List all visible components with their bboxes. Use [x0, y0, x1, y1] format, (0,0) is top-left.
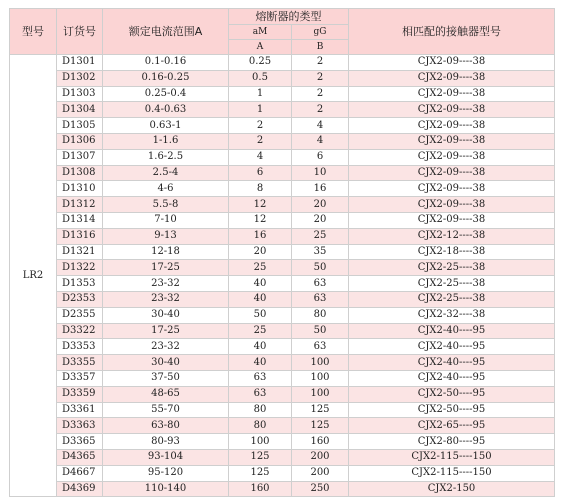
header-gg: gG: [292, 25, 349, 40]
current-range-cell: 30-40: [103, 307, 229, 323]
order-no-cell: D3363: [57, 418, 103, 434]
order-no-cell: D3365: [57, 434, 103, 450]
order-no-cell: D1314: [57, 212, 103, 228]
table-row: [10, 449, 555, 465]
current-range-cell: 23-32: [103, 291, 229, 307]
am-cell: 0.25: [229, 55, 292, 71]
am-cell: 80: [229, 418, 292, 434]
gg-cell: 63: [292, 291, 349, 307]
current-range-cell: 93-104: [103, 449, 229, 465]
am-cell: 2: [229, 133, 292, 149]
table-row: [10, 181, 555, 197]
contactor-cell: CJX2-09----38: [349, 70, 555, 86]
gg-cell: 125: [292, 402, 349, 418]
order-no-cell: D3357: [57, 370, 103, 386]
contactor-cell: CJX2-18----38: [349, 244, 555, 260]
am-cell: 6: [229, 165, 292, 181]
order-no-cell: D1302: [57, 70, 103, 86]
table-row: [10, 370, 555, 386]
contactor-cell: CJX2-40----95: [349, 370, 555, 386]
contactor-cell: CJX2-09----38: [349, 55, 555, 71]
header-a: A: [229, 40, 292, 55]
current-range-cell: 63-80: [103, 418, 229, 434]
current-range-cell: 23-32: [103, 276, 229, 292]
am-cell: 40: [229, 339, 292, 355]
table-row: [10, 418, 555, 434]
header-order-no: 订货号: [57, 9, 103, 55]
gg-cell: 2: [292, 55, 349, 71]
contactor-cell: CJX2-09----38: [349, 149, 555, 165]
contactor-cell: CJX2-50----95: [349, 386, 555, 402]
current-range-cell: 12-18: [103, 244, 229, 260]
table-row: [10, 323, 555, 339]
current-range-cell: 55-70: [103, 402, 229, 418]
current-range-cell: 2.5-4: [103, 165, 229, 181]
am-cell: 8: [229, 181, 292, 197]
order-no-cell: D3355: [57, 355, 103, 371]
current-range-cell: 48-65: [103, 386, 229, 402]
table-row: [10, 307, 555, 323]
current-range-cell: 4-6: [103, 181, 229, 197]
contactor-cell: CJX2-09----38: [349, 212, 555, 228]
am-cell: 125: [229, 449, 292, 465]
am-cell: 25: [229, 323, 292, 339]
model-cell: LR2: [10, 55, 57, 497]
current-range-cell: 95-120: [103, 465, 229, 481]
order-no-cell: D2355: [57, 307, 103, 323]
table-body: [10, 55, 555, 497]
current-range-cell: 0.4-0.63: [103, 102, 229, 118]
gg-cell: 250: [292, 481, 349, 497]
am-cell: 1: [229, 102, 292, 118]
am-cell: 63: [229, 386, 292, 402]
contactor-cell: CJX2-150: [349, 481, 555, 497]
contactor-cell: CJX2-12----38: [349, 228, 555, 244]
gg-cell: 63: [292, 339, 349, 355]
am-cell: 125: [229, 465, 292, 481]
order-no-cell: D1306: [57, 133, 103, 149]
table-row: [10, 402, 555, 418]
header-model: 型号: [10, 9, 57, 55]
table-row: [10, 228, 555, 244]
gg-cell: 25: [292, 228, 349, 244]
gg-cell: 16: [292, 181, 349, 197]
table-row: [10, 386, 555, 402]
current-range-cell: 9-13: [103, 228, 229, 244]
current-range-cell: 0.63-1: [103, 118, 229, 134]
contactor-cell: CJX2-09----38: [349, 118, 555, 134]
current-range-cell: 110-140: [103, 481, 229, 497]
order-no-cell: D3353: [57, 339, 103, 355]
order-no-cell: D4667: [57, 465, 103, 481]
order-no-cell: D1308: [57, 165, 103, 181]
specification-table: [9, 8, 555, 497]
table-row: [10, 86, 555, 102]
gg-cell: 100: [292, 386, 349, 402]
order-no-cell: D1316: [57, 228, 103, 244]
order-no-cell: D3322: [57, 323, 103, 339]
gg-cell: 4: [292, 118, 349, 134]
current-range-cell: 37-50: [103, 370, 229, 386]
order-no-cell: D1322: [57, 260, 103, 276]
order-no-cell: D1303: [57, 86, 103, 102]
table-row: [10, 165, 555, 181]
contactor-cell: CJX2-25----38: [349, 260, 555, 276]
current-range-cell: 17-25: [103, 323, 229, 339]
table-row: [10, 102, 555, 118]
contactor-cell: CJX2-09----38: [349, 197, 555, 213]
contactor-cell: CJX2-09----38: [349, 181, 555, 197]
am-cell: 12: [229, 197, 292, 213]
gg-cell: 10: [292, 165, 349, 181]
order-no-cell: D1307: [57, 149, 103, 165]
header-current-range: 额定电流范围A: [103, 9, 229, 55]
contactor-cell: CJX2-09----38: [349, 165, 555, 181]
am-cell: 16: [229, 228, 292, 244]
gg-cell: 100: [292, 355, 349, 371]
current-range-cell: 7-10: [103, 212, 229, 228]
contactor-cell: CJX2-115----150: [349, 449, 555, 465]
table-row: [10, 339, 555, 355]
gg-cell: 4: [292, 133, 349, 149]
current-range-cell: 23-32: [103, 339, 229, 355]
am-cell: 40: [229, 355, 292, 371]
table-row: [10, 133, 555, 149]
order-no-cell: D4369: [57, 481, 103, 497]
table-row: [10, 434, 555, 450]
table-row: [10, 465, 555, 481]
table-row: [10, 481, 555, 497]
gg-cell: 160: [292, 434, 349, 450]
am-cell: 20: [229, 244, 292, 260]
current-range-cell: 0.25-0.4: [103, 86, 229, 102]
gg-cell: 200: [292, 465, 349, 481]
am-cell: 80: [229, 402, 292, 418]
am-cell: 100: [229, 434, 292, 450]
contactor-cell: CJX2-40----95: [349, 355, 555, 371]
current-range-cell: 17-25: [103, 260, 229, 276]
contactor-cell: CJX2-50----95: [349, 402, 555, 418]
contactor-cell: CJX2-09----38: [349, 102, 555, 118]
gg-cell: 6: [292, 149, 349, 165]
am-cell: 40: [229, 276, 292, 292]
am-cell: 40: [229, 291, 292, 307]
order-no-cell: D4365: [57, 449, 103, 465]
contactor-cell: CJX2-32----38: [349, 307, 555, 323]
table-row: [10, 355, 555, 371]
header-fuse-type: 熔断器的类型: [229, 9, 349, 25]
table-row: [10, 197, 555, 213]
gg-cell: 2: [292, 102, 349, 118]
current-range-cell: 80-93: [103, 434, 229, 450]
gg-cell: 2: [292, 70, 349, 86]
contactor-cell: CJX2-40----95: [349, 339, 555, 355]
order-no-cell: D2353: [57, 291, 103, 307]
table-row: [10, 260, 555, 276]
table-row: [10, 212, 555, 228]
current-range-cell: 30-40: [103, 355, 229, 371]
current-range-cell: 0.1-0.16: [103, 55, 229, 71]
am-cell: 2: [229, 118, 292, 134]
gg-cell: 50: [292, 323, 349, 339]
order-no-cell: D1310: [57, 181, 103, 197]
contactor-cell: CJX2-40----95: [349, 323, 555, 339]
header-contactor: 相匹配的接触器型号: [349, 9, 555, 55]
contactor-cell: CJX2-80----95: [349, 434, 555, 450]
gg-cell: 35: [292, 244, 349, 260]
gg-cell: 125: [292, 418, 349, 434]
gg-cell: 80: [292, 307, 349, 323]
order-no-cell: D1301: [57, 55, 103, 71]
am-cell: 50: [229, 307, 292, 323]
gg-cell: 2: [292, 86, 349, 102]
am-cell: 12: [229, 212, 292, 228]
order-no-cell: D1321: [57, 244, 103, 260]
gg-cell: 20: [292, 212, 349, 228]
table-row: [10, 291, 555, 307]
gg-cell: 63: [292, 276, 349, 292]
current-range-cell: 5.5-8: [103, 197, 229, 213]
contactor-cell: CJX2-115----150: [349, 465, 555, 481]
am-cell: 160: [229, 481, 292, 497]
order-no-cell: D1312: [57, 197, 103, 213]
gg-cell: 100: [292, 370, 349, 386]
am-cell: 25: [229, 260, 292, 276]
order-no-cell: D3359: [57, 386, 103, 402]
contactor-cell: CJX2-25----38: [349, 291, 555, 307]
table-row: [10, 276, 555, 292]
header-b: B: [292, 40, 349, 55]
table-row: [10, 149, 555, 165]
contactor-cell: CJX2-09----38: [349, 86, 555, 102]
header-am: aM: [229, 25, 292, 40]
contactor-cell: CJX2-25----38: [349, 276, 555, 292]
am-cell: 1: [229, 86, 292, 102]
table-row: [10, 55, 555, 71]
current-range-cell: 1-1.6: [103, 133, 229, 149]
order-no-cell: D1304: [57, 102, 103, 118]
am-cell: 4: [229, 149, 292, 165]
gg-cell: 50: [292, 260, 349, 276]
order-no-cell: D1353: [57, 276, 103, 292]
current-range-cell: 1.6-2.5: [103, 149, 229, 165]
current-range-cell: 0.16-0.25: [103, 70, 229, 86]
table-row: [10, 244, 555, 260]
gg-cell: 20: [292, 197, 349, 213]
table-row: [10, 118, 555, 134]
order-no-cell: D1305: [57, 118, 103, 134]
contactor-cell: CJX2-65----95: [349, 418, 555, 434]
contactor-cell: CJX2-09----38: [349, 133, 555, 149]
table-row: [10, 70, 555, 86]
order-no-cell: D3361: [57, 402, 103, 418]
am-cell: 63: [229, 370, 292, 386]
gg-cell: 200: [292, 449, 349, 465]
am-cell: 0.5: [229, 70, 292, 86]
